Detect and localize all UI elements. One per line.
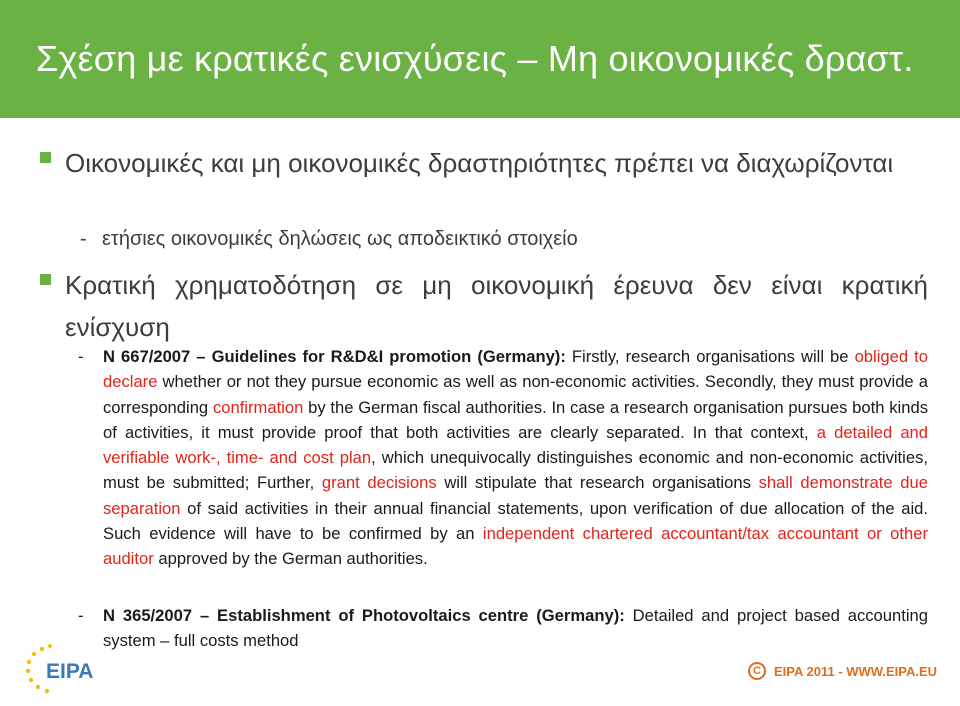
- bullet-2: [40, 264, 928, 348]
- slide-title: Σχέση με κρατικές ενισχύσεις – Μη οικονομικές δραστ.: [36, 38, 914, 79]
- highlight-plan: a detailed and verifiable work-, time- and cost plan: [103, 422, 929, 468]
- bullet-2-text: Κρατική χρηματοδότηση σε μη οικονομική έρευνα δεν είναι κρατική ενίσχυση: [65, 270, 928, 342]
- highlight-obliged: obliged to declare: [103, 347, 928, 392]
- logo-text: EIPA: [46, 660, 94, 683]
- dash-marker: -: [78, 347, 84, 366]
- bullet-square-icon: [40, 274, 51, 285]
- highlight-auditor: independent chartered accountant/tax accountant or other auditor: [103, 524, 928, 569]
- bullet-1: [40, 142, 928, 232]
- bullet-square-icon: [40, 152, 51, 163]
- dash-marker: -: [78, 606, 84, 625]
- highlight-confirmation: confirmation: [212, 397, 304, 417]
- bullet-1-subitem-text: ετήσιες οικονομικές δηλώσεις ως αποδεικτικό στοιχείο: [102, 228, 578, 250]
- case-paragraph-2: [78, 603, 928, 655]
- footer-copyright: [748, 662, 937, 680]
- case-1-heading: N 667/2007 – Guidelines for R&D&I promotion (Germany):: [103, 347, 566, 366]
- dash-marker: -: [80, 228, 87, 250]
- highlight-grant: grant decisions: [321, 473, 437, 493]
- case-paragraph-2-body: N 365/2007 – Establishment of Photovoltaics centre (Germany): Detailed and project based accounting system – full costs method: [103, 606, 928, 651]
- footer-text: EIPA 2011 - WWW.EIPA.EU: [774, 663, 938, 679]
- eipa-logo: [22, 640, 108, 696]
- bullet-1-text: Οικονομικές και μη οικονομικές δραστηριότητες πρέπει να διαχωρίζονται: [65, 148, 894, 178]
- case-paragraph-1: [78, 344, 928, 598]
- case-paragraph-1-body: N 667/2007 – Guidelines for R&D&I promotion (Germany): Firstly, research organisations will be obliged to declare whether or not they pursue economic as well as non-economic activities. Secondly, they must provide a corresponding confirmation by the German fiscal authorities. In case a research organisation pursues both kinds of activities, it must provide proof that both activities are clearly separated. In that context, a detailed and verifiable work-, time- and cost plan, which unequivocally distinguishes economic and non-economic activities, must be submitted; Further, grant decisions will stipulate that research organisations shall demonstrate due separation of said activities in their annual financial statements, upon verification of due allocation of the aid. Such evidence will have to be confirmed by an independent chartered accountant/tax accountant or other auditor approved by the German authorities.: [103, 347, 929, 569]
- bullet-1-subitem: [80, 228, 578, 251]
- highlight-separation: shall demonstrate due separation: [103, 473, 928, 518]
- copyright-icon: C: [748, 662, 766, 680]
- case-2-heading: N 365/2007 – Establishment of Photovoltaics centre (Germany):: [103, 606, 625, 625]
